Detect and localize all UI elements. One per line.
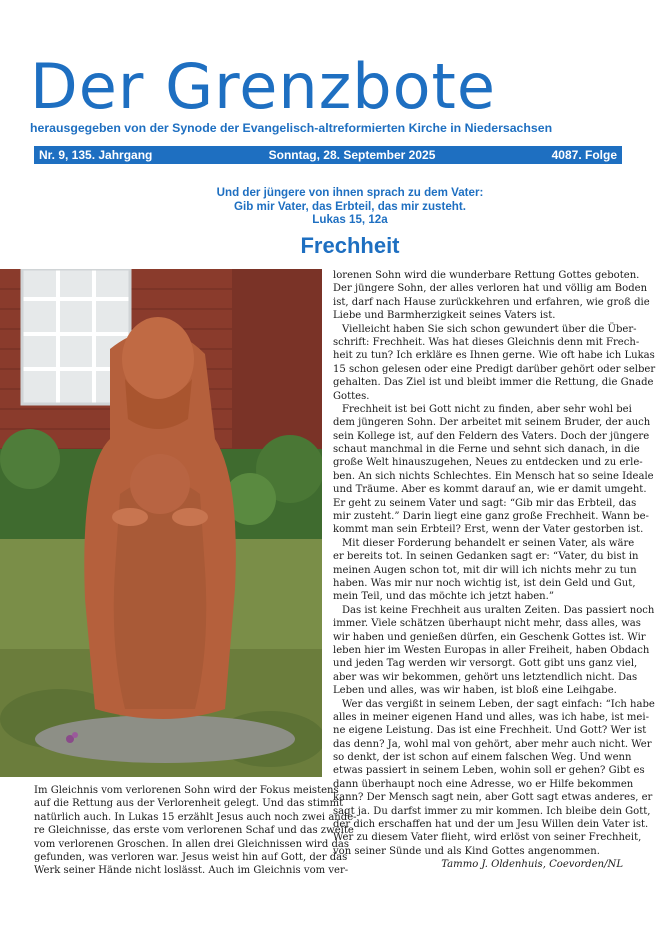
text-line: Werk seiner Hände nicht loslässt. Auch im Gleichnis vom ver-	[34, 865, 349, 877]
text-line: das denn? Ja, wohl mal von gehört, aber mehr auch nicht. Wer	[333, 738, 652, 750]
newspaper-title: Der Grenzbote	[30, 50, 496, 123]
text-line: Wer das vergißt in seinem Leben, der sagt einfach: “Ich habe	[342, 698, 655, 710]
text-line: gefunden, was verloren war. Jesus weist hin auf Gott, der das	[34, 851, 348, 863]
text-line: schaut manchmal in die Ferne und sehnt sich danach, in die	[333, 444, 640, 456]
text-line: immer. Viele schätzen überhaupt nicht mehr, dass alles, was	[333, 618, 641, 630]
text-line: und Träume. Aber es kommt darauf an, wie er damit umgeht.	[333, 484, 647, 496]
text-line: von seiner Sünde und als Kind Gottes angenommen.	[333, 845, 600, 857]
text-line: vom verlorenen Groschen. In allen drei Gleichnissen wird das	[34, 838, 350, 850]
text-line: natürlich auch. In Lukas 15 erzählt Jesus auch noch zwei ande-	[34, 811, 357, 823]
text-line: große Welt hinauszugehen, Neues zu entdecken und zu erle-	[333, 457, 643, 469]
text-line: Das ist keine Frechheit aus uralten Zeiten. Das passiert noch	[342, 604, 655, 616]
masthead	[30, 50, 650, 135]
text-line: mein Teil, und das möchte ich jetzt haben.”	[333, 591, 554, 603]
issue-info-bar	[34, 146, 622, 164]
article-title: Frechheit	[300, 233, 400, 258]
text-line: sein Kollege ist, auf den Feldern des Vaters. Doch der jüngere	[333, 430, 650, 442]
publisher-line: herausgegeben von der Synode der Evangelisch-altreformierten Kirche in Niedersachsen	[30, 121, 553, 135]
text-line: auf die Rettung aus der Verlorenheit gelegt. Und das stimmt	[34, 798, 344, 810]
text-line: etwas passiert in seinem Leben, wohin soll er gehen? Gibt es	[333, 765, 645, 777]
text-line: re Gleichnisse, das erste vom verlorenen Schaf und das zweite	[34, 825, 354, 837]
text-line: sagt ja. Du darfst immer zu mir kommen. Ich bleibe dein Gott,	[333, 805, 651, 817]
text-line: Im Gleichnis vom verlorenen Sohn wird der Fokus meistens	[34, 785, 339, 796]
text-line: Vielleicht haben Sie sich schon gewundert über die Über-	[342, 323, 637, 335]
author-signature: Tammo J. Oldenhuis, Coevorden/NL	[441, 859, 623, 871]
text-line: Wer zu diesem Vater flieht, wird erlöst von seiner Frechheit,	[333, 832, 642, 844]
verse-line-2: Gib mir Vater, das Erbteil, das mir zusteht.	[234, 199, 466, 213]
article-column-left	[34, 784, 357, 878]
text-line: ist, darf nach Hause zurückkehren und erfahren, wie groß die	[333, 296, 650, 308]
article-column-right	[333, 269, 656, 872]
text-line: Gottes.	[333, 390, 370, 402]
verse-line-1: Und der jüngere von ihnen sprach zu dem Vater:	[216, 186, 484, 199]
text-line: Liebe und Barmherzigkeit seines Vaters ist.	[333, 310, 556, 322]
text-line: und jeden Tag werden wir versorgt. Gott gibt uns ganz viel,	[333, 658, 638, 670]
text-line: der dich erschaffen hat und der um Jesu Willen dein Vater ist.	[333, 819, 649, 831]
text-line: 15 schon gelesen oder eine Predigt darüber gehört oder selber	[333, 363, 656, 375]
text-line: Mit dieser Forderung behandelt er seinen Vater, als wäre	[342, 537, 635, 549]
text-line: Der jüngere Sohn, der alles verloren hat und völlig am Boden	[333, 283, 648, 295]
text-line: alles in meiner eigenen Hand und alles, was ich habe, ist mei-	[333, 711, 649, 723]
text-line: kommt man sein Erbteil? Erst, wenn der Vater gestorben ist.	[333, 524, 644, 536]
text-line: heit zu tun? Ich erkläre es Ihnen gerne. Wie oft habe ich Lukas	[333, 350, 655, 362]
text-line: so denkt, der ist schon auf einem falschen Weg. Und wenn	[333, 752, 632, 764]
issue-date: Sonntag, 28. September 2025	[268, 148, 436, 162]
bible-verse	[150, 186, 550, 227]
text-line: aber was wir bekommen, gehört uns letztendlich nicht. Das	[333, 671, 638, 683]
text-line: kann? Der Mensch sagt nein, aber Gott sagt etwas anderes, er	[333, 792, 653, 804]
text-line: schrift: Frechheit. Was hat dieses Gleichnis denn mit Frech-	[333, 336, 640, 348]
text-line: leben hier im Westen Europas in aller Freiheit, haben Obdach	[333, 644, 650, 656]
text-line: Frechheit ist bei Gott nicht zu finden, aber sehr wohl bei	[342, 403, 632, 415]
text-line: meinen Augen schon tot, mit dir will ich nichts mehr zu tun	[333, 564, 637, 576]
text-line: lorenen Sohn wird die wunderbare Rettung Gottes geboten.	[333, 270, 640, 281]
statue-photo	[0, 269, 322, 777]
text-line: Leben und alles, was wir haben, ist bloß eine Leihgabe.	[333, 685, 617, 697]
text-line: dem jüngeren Sohn. Der arbeitet mit seinem Bruder, der auch	[333, 417, 651, 429]
text-line: dann überhaupt noch eine Adresse, wo er Hilfe bekommen	[333, 778, 634, 790]
text-line: haben. Was mir nur noch wichtig ist, ist dein Geld und Gut,	[333, 577, 636, 589]
text-line: wir haben und genießen dürfen, ein Geschenk Gottes ist. Wir	[333, 631, 646, 643]
text-line: mir zusteht.” Darin liegt eine ganz große Frechheit. Wann be-	[333, 511, 649, 523]
issue-sequence: 4087. Folge	[551, 148, 617, 162]
issue-number: Nr. 9, 135. Jahrgang	[39, 148, 153, 162]
text-line: ben. An sich nichts Schlechtes. Ein Mensch hat so seine Ideale	[333, 470, 654, 482]
text-line: er bereits tot. In seinen Gedanken sagt er: “Vater, du bist in	[333, 551, 639, 563]
text-line: gehalten. Das Ziel ist und bleibt immer die Rettung, die Gnade	[333, 377, 654, 389]
text-line: Er geht zu seinem Vater und sagt: “Gib mir das Erbteil, das	[333, 497, 637, 509]
text-line: ne eigene Leistung. Das ist eine Frechheit. Und Gott? Wer ist	[333, 725, 647, 737]
verse-reference: Lukas 15, 12a	[312, 213, 388, 226]
